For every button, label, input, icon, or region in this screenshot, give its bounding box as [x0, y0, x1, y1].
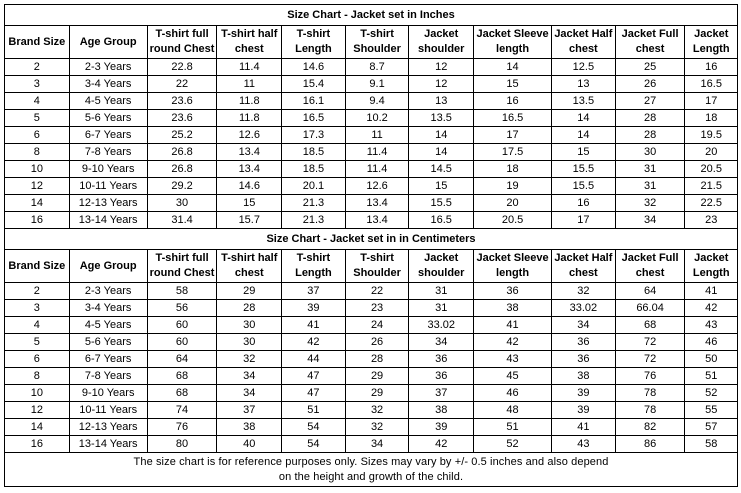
- table-cell: 13.4: [345, 195, 409, 212]
- table-cell: 30: [615, 144, 685, 161]
- table-cell: 57: [685, 419, 738, 436]
- table-cell: 9.1: [345, 76, 409, 93]
- table-cell: 23.6: [147, 110, 217, 127]
- inches-title-row: [5, 5, 738, 26]
- table-cell: 9-10 Years: [69, 385, 147, 402]
- table-cell: 16: [685, 59, 738, 76]
- table-cell: 82: [615, 419, 685, 436]
- table-cell: 32: [345, 402, 409, 419]
- table-cell: 34: [217, 368, 282, 385]
- column-header: T-shirt Shoulder: [345, 250, 409, 283]
- table-cell: 15.7: [217, 212, 282, 229]
- table-cell: 13.5: [552, 93, 616, 110]
- table-cell: 28: [345, 351, 409, 368]
- table-cell: 14: [552, 110, 616, 127]
- table-cell: 48: [474, 402, 552, 419]
- table-cell: 25: [615, 59, 685, 76]
- table-cell: 5: [5, 110, 70, 127]
- table-cell: 51: [685, 368, 738, 385]
- table-cell: 31: [409, 300, 474, 317]
- column-header: Age Group: [69, 250, 147, 283]
- table-cell: 12.6: [345, 178, 409, 195]
- table-cell: 52: [685, 385, 738, 402]
- disclaimer-note: [5, 453, 738, 487]
- table-cell: 12-13 Years: [69, 195, 147, 212]
- table-cell: 29: [217, 283, 282, 300]
- column-header: Jacket Half chest: [552, 26, 616, 59]
- table-cell: 4-5 Years: [69, 317, 147, 334]
- table-cell: 58: [147, 283, 217, 300]
- table-cell: 76: [615, 368, 685, 385]
- column-header: Jacket Sleeve length: [474, 26, 552, 59]
- table-cell: 23: [685, 212, 738, 229]
- table-cell: 40: [217, 436, 282, 453]
- column-header: Jacket shoulder: [409, 250, 474, 283]
- column-header: Jacket Length: [685, 26, 738, 59]
- table-cell: 41: [474, 317, 552, 334]
- table-cell: 78: [615, 402, 685, 419]
- table-cell: 20: [685, 144, 738, 161]
- table-cell: 68: [147, 368, 217, 385]
- table-cell: 15.5: [409, 195, 474, 212]
- table-cell: 7-8 Years: [69, 368, 147, 385]
- size-chart-body: [5, 5, 738, 487]
- table-row: [5, 93, 738, 110]
- table-cell: 21.3: [282, 195, 346, 212]
- table-cell: 17: [685, 93, 738, 110]
- table-cell: 11.4: [345, 144, 409, 161]
- table-cell: 15.5: [552, 161, 616, 178]
- table-cell: 13-14 Years: [69, 212, 147, 229]
- table-cell: 36: [552, 351, 616, 368]
- table-cell: 42: [474, 334, 552, 351]
- table-cell: 9-10 Years: [69, 161, 147, 178]
- table-cell: 6: [5, 127, 70, 144]
- table-cell: 29: [345, 368, 409, 385]
- table-cell: 13: [552, 76, 616, 93]
- table-cell: 39: [552, 402, 616, 419]
- table-cell: 14.6: [217, 178, 282, 195]
- inches-title: Size Chart - Jacket set in Inches: [5, 5, 738, 26]
- table-cell: 43: [474, 351, 552, 368]
- centimeters-title: Size Chart - Jacket set in in Centimeters: [5, 229, 738, 250]
- table-cell: 22.8: [147, 59, 217, 76]
- table-cell: 36: [409, 351, 474, 368]
- table-cell: 34: [409, 334, 474, 351]
- table-cell: 6: [5, 351, 70, 368]
- table-cell: 78: [615, 385, 685, 402]
- table-cell: 19: [474, 178, 552, 195]
- table-cell: 46: [474, 385, 552, 402]
- table-cell: 23: [345, 300, 409, 317]
- table-cell: 38: [217, 419, 282, 436]
- table-cell: 10-11 Years: [69, 402, 147, 419]
- table-cell: 8: [5, 368, 70, 385]
- table-cell: 86: [615, 436, 685, 453]
- column-header: Jacket Half chest: [552, 250, 616, 283]
- table-cell: 25.2: [147, 127, 217, 144]
- table-cell: 13.4: [217, 161, 282, 178]
- table-cell: 11: [345, 127, 409, 144]
- column-header: T-shirt Shoulder: [345, 26, 409, 59]
- table-cell: 37: [282, 283, 346, 300]
- table-cell: 8: [5, 144, 70, 161]
- table-row: [5, 402, 738, 419]
- table-cell: 26: [345, 334, 409, 351]
- table-cell: 29: [345, 385, 409, 402]
- table-row: [5, 436, 738, 453]
- table-cell: 28: [615, 110, 685, 127]
- table-cell: 20.1: [282, 178, 346, 195]
- table-cell: 14: [552, 127, 616, 144]
- table-cell: 42: [282, 334, 346, 351]
- table-cell: 33.02: [552, 300, 616, 317]
- table-cell: 4: [5, 93, 70, 110]
- table-cell: 18: [474, 161, 552, 178]
- column-header: T-shirt half chest: [217, 26, 282, 59]
- table-cell: 28: [217, 300, 282, 317]
- table-cell: 47: [282, 385, 346, 402]
- table-cell: 16: [552, 195, 616, 212]
- column-header: Brand Size: [5, 250, 70, 283]
- table-cell: 15: [217, 195, 282, 212]
- table-cell: 47: [282, 368, 346, 385]
- table-cell: 72: [615, 334, 685, 351]
- table-cell: 46: [685, 334, 738, 351]
- table-cell: 38: [474, 300, 552, 317]
- table-cell: 72: [615, 351, 685, 368]
- table-cell: 68: [147, 385, 217, 402]
- table-row: [5, 317, 738, 334]
- table-cell: 2-3 Years: [69, 59, 147, 76]
- table-cell: 19.5: [685, 127, 738, 144]
- inches-header-row: [5, 26, 738, 59]
- table-cell: 14.5: [409, 161, 474, 178]
- table-cell: 8.7: [345, 59, 409, 76]
- table-cell: 37: [409, 385, 474, 402]
- table-cell: 54: [282, 436, 346, 453]
- table-cell: 13-14 Years: [69, 436, 147, 453]
- table-cell: 41: [685, 283, 738, 300]
- centimeters-header-row: [5, 250, 738, 283]
- table-cell: 36: [409, 368, 474, 385]
- table-cell: 18.5: [282, 161, 346, 178]
- table-cell: 20.5: [685, 161, 738, 178]
- table-row: [5, 161, 738, 178]
- table-cell: 12: [5, 178, 70, 195]
- table-row: [5, 419, 738, 436]
- table-cell: 34: [615, 212, 685, 229]
- table-cell: 3: [5, 300, 70, 317]
- table-cell: 5-6 Years: [69, 110, 147, 127]
- column-header: Brand Size: [5, 26, 70, 59]
- table-cell: 16: [474, 93, 552, 110]
- table-cell: 7-8 Years: [69, 144, 147, 161]
- table-cell: 5-6 Years: [69, 334, 147, 351]
- table-cell: 34: [217, 385, 282, 402]
- table-cell: 66.04: [615, 300, 685, 317]
- table-cell: 36: [552, 334, 616, 351]
- column-header: Jacket Sleeve length: [474, 250, 552, 283]
- table-cell: 10.2: [345, 110, 409, 127]
- table-cell: 34: [345, 436, 409, 453]
- table-cell: 38: [552, 368, 616, 385]
- table-row: [5, 283, 738, 300]
- table-cell: 45: [474, 368, 552, 385]
- table-cell: 10: [5, 385, 70, 402]
- table-cell: 16.5: [685, 76, 738, 93]
- column-header: T-shirt full round Chest: [147, 250, 217, 283]
- table-cell: 58: [685, 436, 738, 453]
- table-cell: 27: [615, 93, 685, 110]
- table-cell: 15.4: [282, 76, 346, 93]
- table-cell: 39: [282, 300, 346, 317]
- table-row: [5, 334, 738, 351]
- table-cell: 64: [615, 283, 685, 300]
- table-cell: 31: [615, 161, 685, 178]
- table-cell: 31.4: [147, 212, 217, 229]
- table-cell: 30: [217, 317, 282, 334]
- table-row: [5, 368, 738, 385]
- table-cell: 13: [409, 93, 474, 110]
- table-cell: 11.4: [345, 161, 409, 178]
- table-cell: 36: [474, 283, 552, 300]
- table-cell: 13.4: [217, 144, 282, 161]
- table-cell: 74: [147, 402, 217, 419]
- table-cell: 68: [615, 317, 685, 334]
- table-cell: 15: [552, 144, 616, 161]
- column-header: Age Group: [69, 26, 147, 59]
- disclaimer-line-1: The size chart is for reference purposes only. Sizes may vary by +/- 0.5 inches and also depend: [133, 455, 609, 468]
- table-row: [5, 195, 738, 212]
- table-cell: 38: [409, 402, 474, 419]
- table-cell: 16.5: [409, 212, 474, 229]
- table-cell: 55: [685, 402, 738, 419]
- table-cell: 16: [5, 436, 70, 453]
- table-cell: 14: [5, 195, 70, 212]
- table-cell: 42: [409, 436, 474, 453]
- table-cell: 16.5: [282, 110, 346, 127]
- table-cell: 18: [685, 110, 738, 127]
- table-cell: 41: [282, 317, 346, 334]
- column-header: Jacket Length: [685, 250, 738, 283]
- table-cell: 5: [5, 334, 70, 351]
- table-cell: 26: [615, 76, 685, 93]
- table-row: [5, 178, 738, 195]
- table-cell: 60: [147, 334, 217, 351]
- table-cell: 30: [147, 195, 217, 212]
- table-cell: 24: [345, 317, 409, 334]
- table-row: [5, 300, 738, 317]
- table-cell: 50: [685, 351, 738, 368]
- table-cell: 22.5: [685, 195, 738, 212]
- table-cell: 12.5: [552, 59, 616, 76]
- table-row: [5, 127, 738, 144]
- table-cell: 6-7 Years: [69, 127, 147, 144]
- table-cell: 33.02: [409, 317, 474, 334]
- table-cell: 18.5: [282, 144, 346, 161]
- table-cell: 2: [5, 59, 70, 76]
- table-cell: 32: [345, 419, 409, 436]
- table-row: [5, 76, 738, 93]
- table-cell: 11.4: [217, 59, 282, 76]
- table-cell: 26.8: [147, 161, 217, 178]
- table-cell: 15: [409, 178, 474, 195]
- disclaimer-line-2: on the height and growth of the child.: [278, 470, 464, 483]
- table-cell: 39: [409, 419, 474, 436]
- column-header: T-shirt Length: [282, 250, 346, 283]
- table-cell: 51: [474, 419, 552, 436]
- table-cell: 3-4 Years: [69, 76, 147, 93]
- table-cell: 23.6: [147, 93, 217, 110]
- table-cell: 21.3: [282, 212, 346, 229]
- table-cell: 17: [474, 127, 552, 144]
- table-cell: 26.8: [147, 144, 217, 161]
- table-cell: 22: [147, 76, 217, 93]
- column-header: Jacket Full chest: [615, 26, 685, 59]
- table-cell: 14.6: [282, 59, 346, 76]
- size-chart: [4, 4, 738, 487]
- table-row: [5, 385, 738, 402]
- table-cell: 11.8: [217, 93, 282, 110]
- table-cell: 3: [5, 76, 70, 93]
- table-row: [5, 212, 738, 229]
- table-cell: 32: [615, 195, 685, 212]
- table-cell: 2: [5, 283, 70, 300]
- table-cell: 80: [147, 436, 217, 453]
- table-row: [5, 144, 738, 161]
- table-cell: 4: [5, 317, 70, 334]
- table-cell: 14: [409, 144, 474, 161]
- size-chart-table: [4, 4, 738, 487]
- table-cell: 32: [552, 283, 616, 300]
- table-cell: 11: [217, 76, 282, 93]
- table-cell: 30: [217, 334, 282, 351]
- table-cell: 29.2: [147, 178, 217, 195]
- table-cell: 21.5: [685, 178, 738, 195]
- table-cell: 22: [345, 283, 409, 300]
- disclaimer-row: [5, 453, 738, 487]
- table-cell: 12-13 Years: [69, 419, 147, 436]
- table-cell: 12: [409, 76, 474, 93]
- table-cell: 34: [552, 317, 616, 334]
- table-cell: 37: [217, 402, 282, 419]
- table-cell: 17.5: [474, 144, 552, 161]
- table-cell: 16: [5, 212, 70, 229]
- table-cell: 4-5 Years: [69, 93, 147, 110]
- table-cell: 41: [552, 419, 616, 436]
- table-cell: 31: [409, 283, 474, 300]
- table-cell: 56: [147, 300, 217, 317]
- table-row: [5, 351, 738, 368]
- column-header: T-shirt Length: [282, 26, 346, 59]
- table-cell: 17: [552, 212, 616, 229]
- table-cell: 16.1: [282, 93, 346, 110]
- table-cell: 6-7 Years: [69, 351, 147, 368]
- table-cell: 14: [5, 419, 70, 436]
- table-cell: 76: [147, 419, 217, 436]
- table-cell: 12: [409, 59, 474, 76]
- table-cell: 60: [147, 317, 217, 334]
- table-cell: 54: [282, 419, 346, 436]
- table-cell: 20: [474, 195, 552, 212]
- table-cell: 42: [685, 300, 738, 317]
- table-cell: 13.5: [409, 110, 474, 127]
- table-cell: 20.5: [474, 212, 552, 229]
- column-header: T-shirt full round Chest: [147, 26, 217, 59]
- table-cell: 16.5: [474, 110, 552, 127]
- table-cell: 39: [552, 385, 616, 402]
- table-cell: 17.3: [282, 127, 346, 144]
- table-cell: 43: [552, 436, 616, 453]
- table-row: [5, 59, 738, 76]
- centimeters-title-row: [5, 229, 738, 250]
- table-cell: 13.4: [345, 212, 409, 229]
- table-cell: 52: [474, 436, 552, 453]
- table-cell: 14: [409, 127, 474, 144]
- column-header: Jacket Full chest: [615, 250, 685, 283]
- table-cell: 10: [5, 161, 70, 178]
- table-cell: 32: [217, 351, 282, 368]
- table-cell: 43: [685, 317, 738, 334]
- table-cell: 64: [147, 351, 217, 368]
- column-header: T-shirt half chest: [217, 250, 282, 283]
- table-cell: 15.5: [552, 178, 616, 195]
- table-cell: 2-3 Years: [69, 283, 147, 300]
- table-cell: 11.8: [217, 110, 282, 127]
- table-cell: 44: [282, 351, 346, 368]
- table-cell: 12: [5, 402, 70, 419]
- column-header: Jacket shoulder: [409, 26, 474, 59]
- table-cell: 9.4: [345, 93, 409, 110]
- table-row: [5, 110, 738, 127]
- table-cell: 10-11 Years: [69, 178, 147, 195]
- table-cell: 28: [615, 127, 685, 144]
- table-cell: 31: [615, 178, 685, 195]
- table-cell: 51: [282, 402, 346, 419]
- table-cell: 14: [474, 59, 552, 76]
- table-cell: 12.6: [217, 127, 282, 144]
- table-cell: 15: [474, 76, 552, 93]
- table-cell: 3-4 Years: [69, 300, 147, 317]
